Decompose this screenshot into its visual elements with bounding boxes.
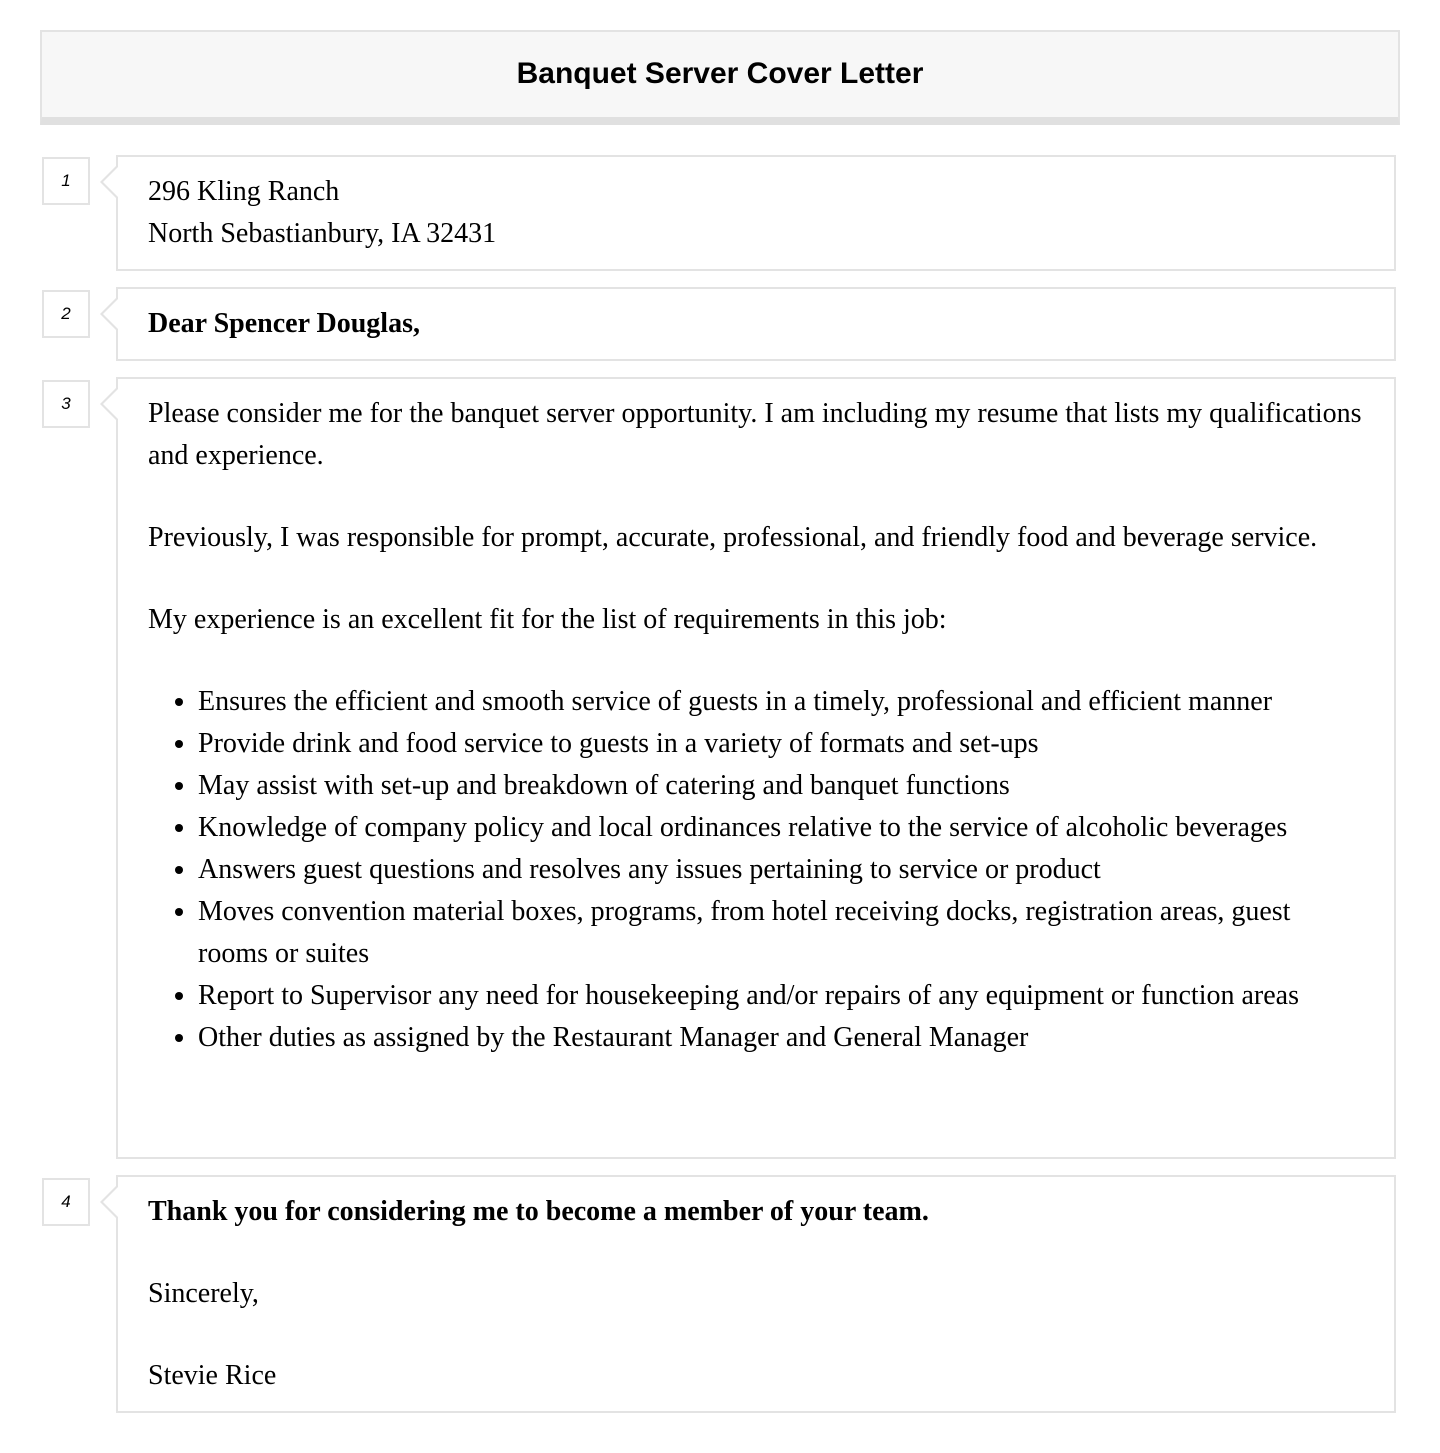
page-title: Banquet Server Cover Letter xyxy=(516,57,924,90)
list-item: • Ensures the efficient and smooth service of guests in a timely, professional and efficient manner xyxy=(198,681,1364,723)
title-bar xyxy=(40,30,1400,125)
list-item: • May assist with set-up and breakdown of catering and banquet functions xyxy=(198,765,1364,807)
address-line-1: 296 Kling Ranch xyxy=(148,176,340,207)
list-item: • Other duties as assigned by the Restaurant Manager and General Manager xyxy=(198,1017,1364,1059)
requirements-list xyxy=(148,681,1364,1059)
body-section xyxy=(116,377,1396,1159)
address-line-2: North Sebastianbury, IA 32431 xyxy=(148,218,497,249)
list-item: • Answers guest questions and resolves any issues pertaining to service or product xyxy=(198,849,1364,891)
thanks-line: Thank you for considering me to become a member of your team. xyxy=(148,1196,929,1227)
closing-section xyxy=(116,1175,1396,1413)
address-section xyxy=(116,155,1396,271)
list-item: • Moves convention material boxes, programs, from hotel receiving docks, registration areas, guest rooms or suites xyxy=(198,891,1364,975)
section-number-2: 2 xyxy=(42,290,90,338)
signature: Stevie Rice xyxy=(148,1360,277,1391)
requirements-intro: My experience is an excellent fit for the list of requirements in this job: xyxy=(148,604,947,635)
greeting-section xyxy=(116,287,1396,361)
list-item: • Report to Supervisor any need for housekeeping and/or repairs of any equipment or function areas xyxy=(198,975,1364,1017)
list-item: • Knowledge of company policy and local ordinances relative to the service of alcoholic beverages xyxy=(198,807,1364,849)
closing-line: Sincerely, xyxy=(148,1278,259,1309)
section-number-4: 4 xyxy=(42,1178,90,1226)
list-item: • Provide drink and food service to guests in a variety of formats and set-ups xyxy=(198,723,1364,765)
greeting: Dear Spencer Douglas, xyxy=(148,308,420,339)
section-number-1: 1 xyxy=(42,157,90,205)
intro-paragraph: Please consider me for the banquet server opportunity. I am including my resume that lists my qualifications and experience. xyxy=(148,398,1362,471)
section-number-3: 3 xyxy=(42,380,90,428)
experience-paragraph: Previously, I was responsible for prompt, accurate, professional, and friendly food and beverage service. xyxy=(148,522,1318,553)
